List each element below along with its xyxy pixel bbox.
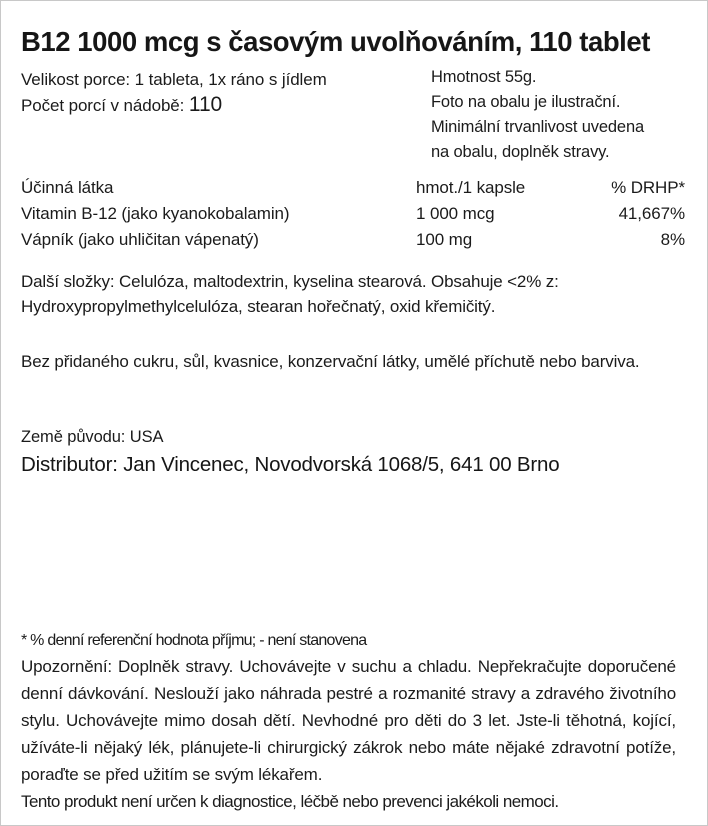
warning-main: Upozornění: Doplněk stravy. Uchovávejte v suchu a chladu. Nepřekračujte doporučené denní dávkování. Neslouží jako náhrada pestré a rozmanité stravy a zdravého životního stylu. Uchovávejte mimo dosah dětí. Nevhodné pro děti do 3 let. Jste-li těhotná, kojící, užíváte-li nějaký lék, plánujete-li chirurgický zákrok nebo máte nějaké zdravotní potíže, poraďte se před užitím se svým lékařem. (21, 657, 676, 784)
servings-per-container-label: Počet porcí v nádobě: (21, 96, 185, 115)
row-b12-dv: 41,667% (618, 204, 685, 223)
header-amount: hmot./1 kapsle (416, 178, 526, 197)
warning-disclaimer: Tento produkt není určen k diagnostice, léčbě nebo prevenci jakékoli nemoci. (21, 792, 559, 811)
package-notes (431, 65, 685, 165)
servings-per-container-value: 110 (188, 93, 223, 116)
note-shelf-life-2: na obalu, doplněk stravy. (431, 143, 610, 161)
daily-value-footnote: * % denní referenční hodnota příjmu; - není stanovena (21, 632, 367, 649)
page-title: B12 1000 mcg s časovým uvolňováním, 110 tablet (21, 26, 650, 57)
label-content (21, 1, 685, 826)
other-ingredients: Další složky: Celulóza, maltodextrin, kyselina stearová. Obsahuje <2% z: Hydroxypropylmethylcelulóza, stearan hořečnatý, oxid křemičitý. (21, 272, 559, 316)
row-calcium-amount: 100 mg (416, 230, 473, 249)
header-substance: Účinná látka (21, 178, 114, 197)
serving-info (21, 67, 431, 118)
serving-size: Velikost porce: 1 tableta, 1x ráno s jídlem (21, 70, 327, 89)
header-daily-value: % DRHP* (611, 178, 685, 197)
country-of-origin: Země původu: USA (21, 428, 164, 446)
table-row (21, 227, 685, 253)
note-shelf-life-1: Minimální trvanlivost uvedena (431, 118, 645, 136)
row-b12-name: Vitamin B-12 (jako kyanokobalamin) (21, 204, 290, 223)
table-header-row (21, 175, 685, 201)
servings-per-container (21, 92, 431, 118)
warning-text (21, 653, 676, 815)
free-from-claims: Bez přidaného cukru, sůl, kvasnice, konzervační látky, umělé příchutě nebo barviva. (21, 352, 640, 371)
row-b12-amount: 1 000 mcg (416, 204, 495, 223)
row-calcium-name: Vápník (jako uhličitan vápenatý) (21, 230, 259, 249)
supplement-facts-table (21, 175, 685, 253)
note-photo: Foto na obalu je ilustrační. (431, 93, 621, 111)
note-weight: Hmotnost 55g. (431, 68, 537, 86)
table-row (21, 201, 685, 227)
distributor: Distributor: Jan Vincenec, Novodvorská 1068/5, 641 00 Brno (21, 453, 560, 476)
row-calcium-dv: 8% (660, 230, 685, 249)
